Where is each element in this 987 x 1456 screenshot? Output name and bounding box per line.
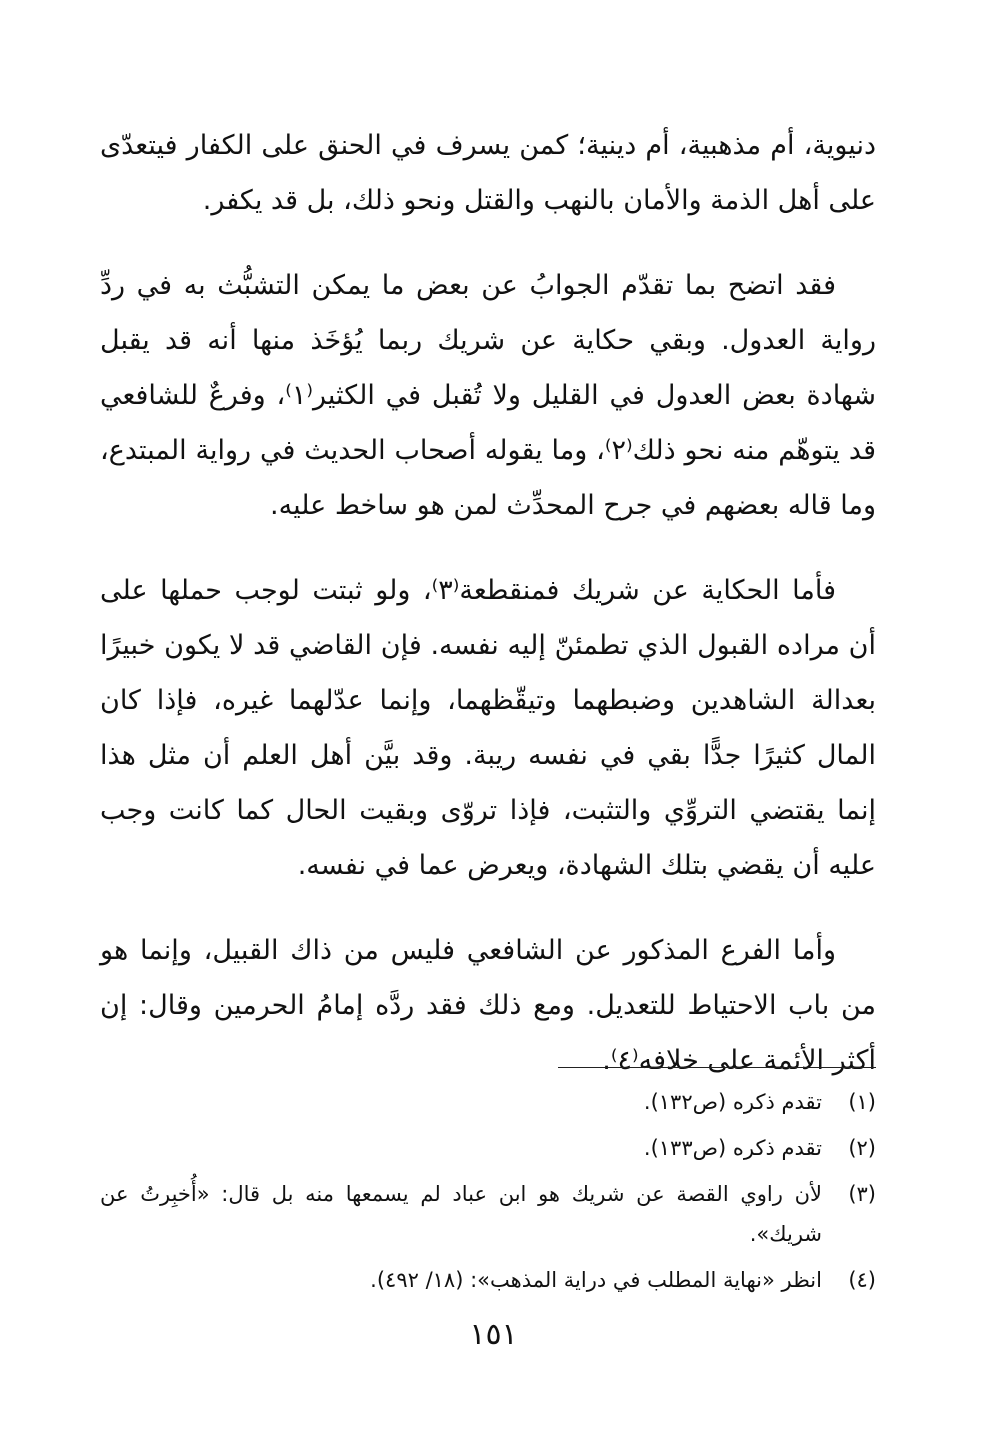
footnote-4 (100, 1260, 876, 1300)
footnote-number: (١) (848, 1090, 876, 1114)
footnote-2 (100, 1128, 876, 1168)
footnote-text: تقدم ذكره (ص١٣٢). (643, 1090, 822, 1114)
footnote-1 (100, 1082, 876, 1122)
footnotes (100, 1082, 876, 1306)
footnote-separator (558, 1067, 876, 1068)
footnote-text: لأن راوي القصة عن شريك هو ابن عباد لم يسمعها منه بل قال: «أُخبِرتُ عن شريك». (100, 1182, 822, 1246)
paragraph-4: وأما الفرع المذكور عن الشافعي فليس من ذاك القبيل، وإنما هو من باب الاحتياط للتعديل. ومع ذلك فقد ردَّه إمامُ الحرمين وقال: إن أكثر الأئمة على خلافه⁽٤⁾. (100, 935, 876, 1076)
page-number: ١٥١ (469, 1317, 518, 1352)
footnote-text: تقدم ذكره (ص١٣٣). (643, 1136, 822, 1160)
main-text (100, 118, 876, 1118)
paragraph-1: دنيوية، أم مذهبية، أم دينية؛ كمن يسرف في الحنق على الكفار فيتعدّى على أهل الذمة والأمان بالنهب والقتل ونحو ذلك، بل قد يكفر. (100, 130, 876, 216)
footnote-number: (٢) (848, 1136, 876, 1160)
footnote-number: (٣) (848, 1182, 876, 1206)
footnote-number: (٤) (848, 1268, 876, 1292)
paragraph-3: فأما الحكاية عن شريك فمنقطعة⁽٣⁾، ولو ثبتت لوجب حملها على أن مراده القبول الذي تطمئنّ إليه نفسه. فإن القاضي قد لا يكون خبيرًا بعدالة الشاهدين وضبطهما وتيقّظهما، وإنما عدّلهما غيره، فإذا كان المال كثيرًا جدًّا بقي في نفسه ريبة. وقد بيَّن أهل العلم أن مثل هذا إنما يقتضي التروِّي والتثبت، فإذا تروّى وبقيت الحال كما كانت وجب عليه أن يقضي بتلك الشهادة، ويعرض عما في نفسه. (100, 575, 876, 881)
paragraph-2: فقد اتضح بما تقدّم الجوابُ عن بعض ما يمكن التشبُّث به في ردِّ رواية العدول. وبقي حكاية عن شريك ربما يُؤخَذ منها أنه قد يقبل شهادة بعض العدول في القليل ولا تُقبل في الكثير⁽١⁾، وفرعٌ للشافعي قد يتوهّم منه نحو ذلك⁽٢⁾، وما يقوله أصحاب الحديث في رواية المبتدع، وما قاله بعضهم في جرح المحدِّث لمن هو ساخط عليه. (100, 270, 876, 521)
footnote-3 (100, 1174, 876, 1254)
footnote-text: انظر «نهاية المطلب في دراية المذهب»: (١٨/ ٤٩٢). (370, 1268, 822, 1292)
